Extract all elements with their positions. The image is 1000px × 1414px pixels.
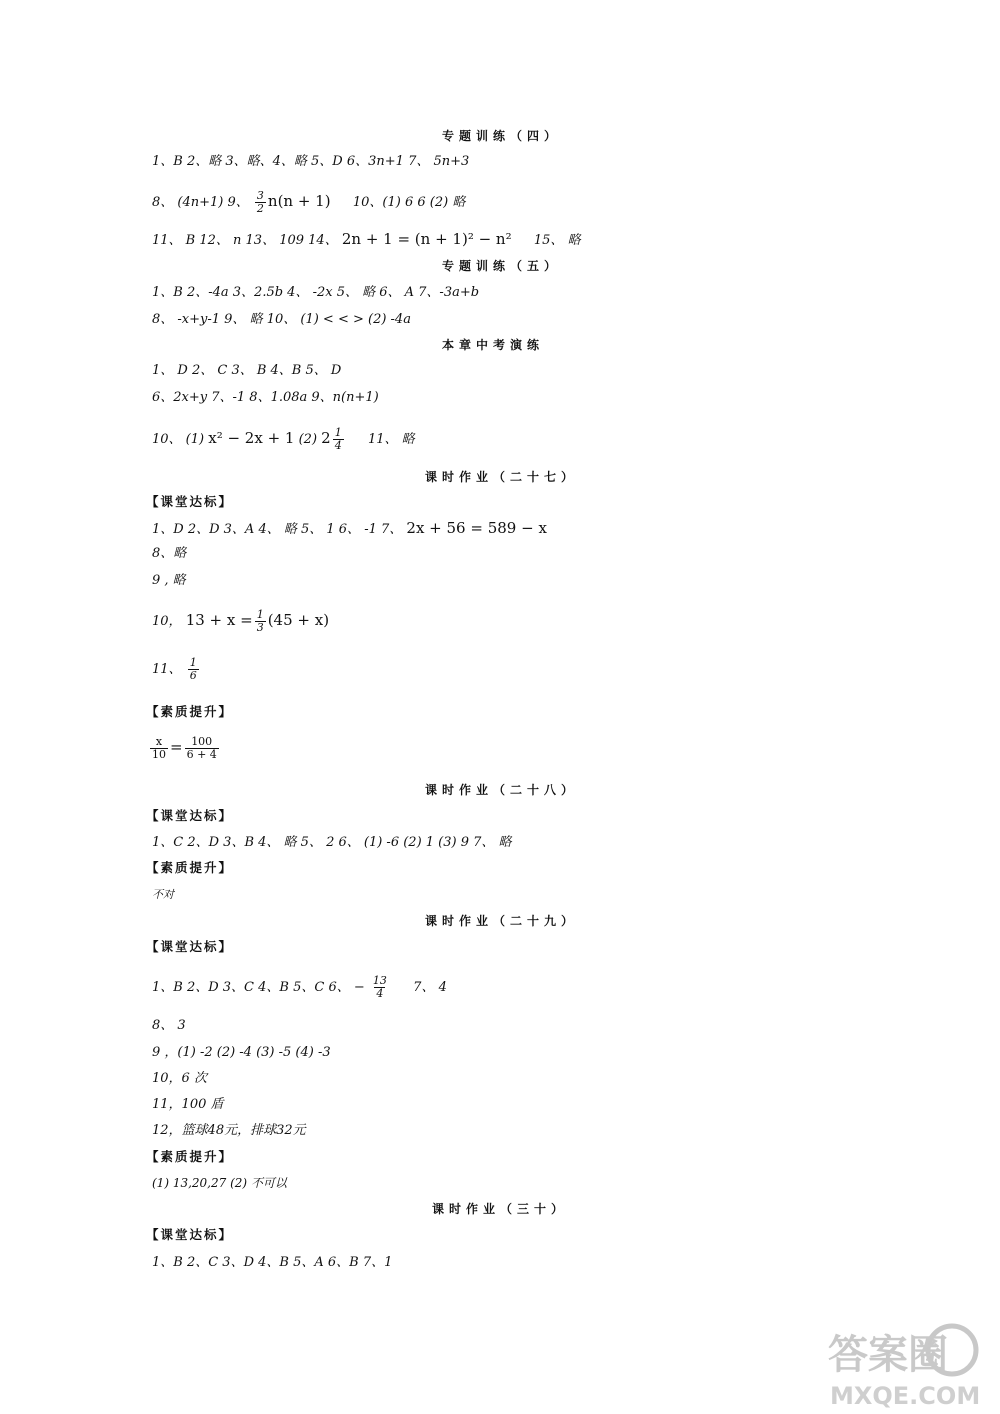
watermark-logo: [820, 1318, 990, 1410]
section-title-homework-29: 课时作业（二十九）: [425, 914, 579, 928]
fraction-denominator: 3: [256, 621, 264, 634]
answer-text: 11、 略: [368, 432, 415, 447]
mixed-number-whole: 2: [321, 429, 331, 447]
watermark-url: MXQE.COM: [830, 1382, 981, 1410]
answer-line: 1、 D 2、 C 3、 B 4、B 5、 D: [152, 363, 342, 378]
answer-line: 1、B 2、-4a 3、2.5b 4、 -2x 5、 略 6、 A 7、-3a+b: [152, 285, 480, 300]
math-expression: 13 + x =: [185, 611, 253, 629]
fraction-numerator: 13: [372, 974, 387, 987]
fraction-denominator: 6: [189, 669, 197, 682]
fraction-numerator: 1: [189, 656, 197, 669]
answer-text: 10，: [152, 614, 182, 629]
watermark-text: 答案圈: [828, 1332, 948, 1378]
subsection-label: 【素质提升】: [146, 860, 234, 875]
fraction-denominator: 4: [376, 987, 384, 1000]
answer-text: 7、 4: [413, 980, 447, 995]
answer-line: 1、C 2、D 3、B 4、 略 5、 2 6、 (1) -6 (2) 1 (3) 9 7、 略: [152, 835, 512, 850]
fraction-numerator: x: [155, 735, 163, 748]
answer-line: 12，篮球48元，排球32元: [152, 1123, 306, 1138]
answer-line: 11，100 盾: [152, 1097, 224, 1112]
fraction-denominator: 2: [256, 202, 264, 215]
fraction: [255, 609, 266, 634]
answer-line: (1) 13,20,27 (2) 不可以: [152, 1176, 287, 1190]
math-expression: n(n + 1): [267, 192, 331, 210]
fraction-numerator: 3: [256, 189, 264, 202]
fraction-denominator: 10: [152, 748, 166, 761]
answer-line: 不对: [152, 888, 174, 901]
subsection-label: 【素质提升】: [146, 704, 234, 719]
subsection-label: 【素质提升】: [146, 1149, 234, 1164]
answer-line: [148, 731, 221, 765]
subsection-label: 【课堂达标】: [146, 494, 234, 509]
section-title-homework-28: 课时作业（二十八）: [425, 783, 579, 797]
fraction: [333, 427, 344, 452]
fraction-numerator: 1: [334, 426, 342, 439]
answer-line: 1、B 2、C 3、D 4、B 5、A 6、B 7、1: [152, 1255, 393, 1270]
math-equation: 2n + 1 = (n + 1)² − n²: [341, 230, 512, 248]
answer-text: 10、(1) 6 6 (2) 略: [352, 195, 466, 210]
answer-text: 8、 (4n+1) 9、: [152, 195, 249, 210]
subsection-label: 【课堂达标】: [146, 1227, 234, 1242]
answer-line: [152, 423, 415, 455]
section-title-homework-27: 课时作业（二十七）: [425, 470, 579, 484]
answer-text: (2): [298, 432, 318, 447]
answer-text: 11、 B 12、 n 13、 109 14、: [152, 233, 338, 248]
answer-text: 11、: [152, 662, 182, 677]
fraction: [255, 190, 266, 215]
fraction-denominator: 4: [334, 439, 342, 452]
fraction: [371, 975, 389, 1000]
answer-text: 15、 略: [533, 233, 581, 248]
section-title-homework-30: 课时作业（三十）: [432, 1202, 569, 1216]
math-expression: x² − 2x + 1: [208, 429, 295, 447]
section-title-topic-5: 专题训练（五）: [442, 259, 562, 273]
answer-line: [152, 605, 329, 637]
answer-line: 10，6 次: [152, 1071, 207, 1086]
answer-line: 9 ，(1) -2 (2) -4 (3) -5 (4) -3: [152, 1045, 331, 1060]
answer-line: [152, 520, 547, 538]
subsection-label: 【课堂达标】: [146, 939, 234, 954]
answer-line: [152, 231, 581, 249]
fraction-numerator: 1: [256, 608, 264, 621]
fraction: [150, 736, 168, 761]
answer-line: 8、 -x+y-1 9、 略 10、 (1) < < > (2) -4a: [152, 312, 411, 327]
answer-line: [152, 655, 201, 685]
fraction: [188, 657, 199, 682]
answer-line: 1、B 2、略 3、略、4、略 5、D 6、3n+1 7、 5n+3: [152, 154, 470, 169]
section-title-topic-4: 专题训练（四）: [442, 129, 562, 143]
section-title-chapter-exam: 本章中考演练: [442, 338, 545, 352]
equals-sign: =: [170, 738, 183, 756]
answer-line: 8、 3: [152, 1018, 186, 1033]
fraction-numerator: 100: [191, 735, 213, 748]
answer-text: 1、B 2、D 3、C 4、B 5、C 6、 −: [152, 980, 365, 995]
answer-line: [152, 972, 447, 1004]
answer-text: 1、D 2、D 3、A 4、 略 5、 1 6、 -1 7、: [152, 522, 403, 537]
math-expression: (45 + x): [267, 611, 330, 629]
fraction-denominator: 6 + 4: [186, 748, 217, 761]
answer-line: 6、2x+y 7、-1 8、1.08a 9、n(n+1): [152, 390, 379, 405]
answer-line: [152, 186, 465, 218]
answer-text: 10、 (1): [152, 432, 205, 447]
fraction: [185, 736, 219, 761]
subsection-label: 【课堂达标】: [146, 808, 234, 823]
answer-line: 9 , 略: [152, 573, 186, 588]
answer-line: 8、略: [152, 546, 187, 561]
math-equation: 2x + 56 = 589 − x: [406, 519, 547, 537]
